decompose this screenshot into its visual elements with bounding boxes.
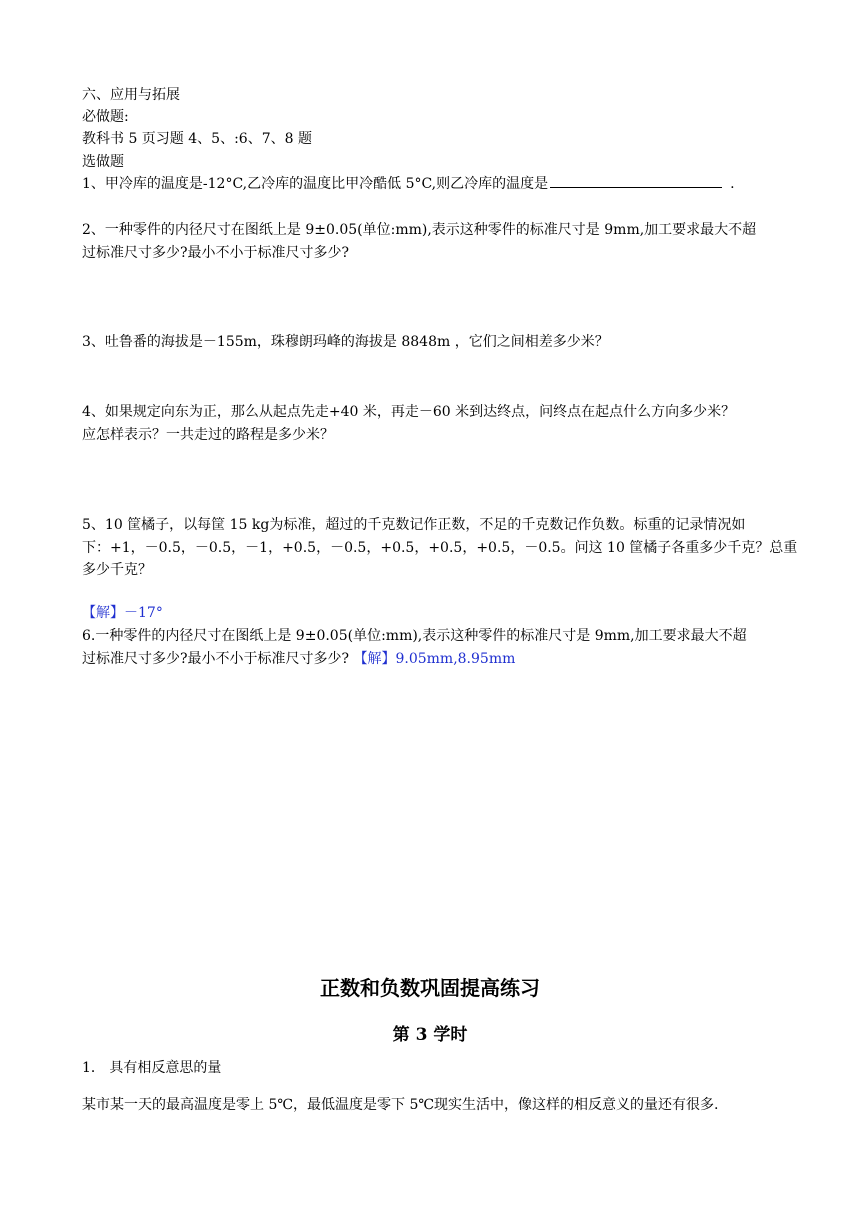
optional-label: 选做题 (82, 154, 124, 170)
question-2-line-1: 2、一种零件的内径尺寸在图纸上是 9±0.05(单位:mm),表示这种零件的标准尺寸是 9mm,加工要求最大不超 (82, 222, 757, 238)
concept-heading: 1． 具有相反意思的量 (82, 1060, 222, 1076)
question-1 (82, 175, 735, 193)
page-subtitle: 第 3 学时 (392, 1025, 468, 1045)
answer-blank (550, 175, 722, 188)
question-2-line-2: 过标准尺寸多少?最小不小于标准尺寸多少? (82, 245, 350, 261)
required-text: 教科书 5 页习题 4、5、:6、7、8 题 (82, 131, 312, 147)
section-heading: 六、应用与拓展 (82, 87, 180, 103)
question-3: 3、吐鲁番的海拔是－155m，珠穆朗玛峰的海拔是 8848m ，它们之间相差多少米？ (82, 334, 609, 350)
required-label: 必做题: (82, 109, 129, 125)
page-title: 正数和负数巩固提高练习 (320, 976, 540, 1000)
question-6-line-2 (82, 650, 515, 668)
question-6-line-1: 6.一种零件的内径尺寸在图纸上是 9±0.05(单位:mm),表示这种零件的标准尺寸是 9mm,加工要求最大不超 (82, 628, 747, 644)
question-5-line-1: 5、10 筐橘子，以每筐 15 kg为标准，超过的千克数记作正数，不足的千克数记作负数。标重的记录情况如 (82, 517, 746, 533)
answer-1: 【解】－17° (82, 605, 163, 621)
concept-text: 某市某一天的最高温度是零上 5℃，最低温度是零下 5℃现实生活中，像这样的相反意义的量还有很多. (82, 1097, 719, 1113)
question-5-line-2: 下：+1，－0.5，－0.5，－1，+0.5，－0.5，+0.5，+0.5，+0.5，－0.5。问这 10 筐橘子各重多少千克？总重 (82, 540, 798, 556)
question-1-end: . (730, 176, 735, 192)
question-6-line-2-text: 过标准尺寸多少?最小不小于标准尺寸多少? (82, 651, 350, 667)
question-4-line-2: 应怎样表示？一共走过的路程是多少米？ (82, 427, 334, 443)
answer-6: 【解】9.05mm,8.95mm (353, 651, 516, 667)
question-4-line-1: 4、如果规定向东为正，那么从起点先走+40 米，再走－60 米到达终点，问终点在起点什么方向多少米？ (82, 404, 736, 420)
question-5-line-3: 多少千克？ (82, 562, 152, 578)
question-1-text: 1、甲冷库的温度是-12°C,乙冷库的温度比甲冷酷低 5°C,则乙冷库的温度是 (82, 176, 549, 192)
